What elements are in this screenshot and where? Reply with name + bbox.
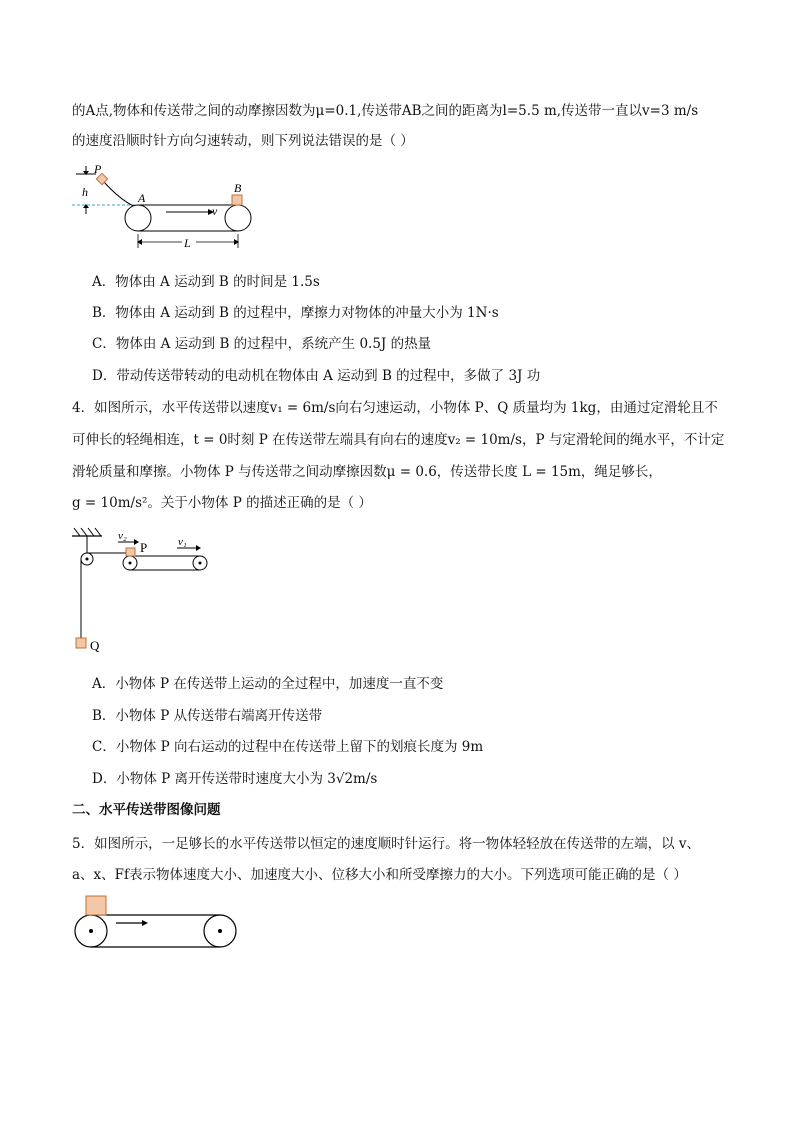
q3-label-l: L xyxy=(184,236,191,250)
section-2-title: 二、水平传送带图像问题 xyxy=(72,802,221,818)
q4-label-p: P xyxy=(140,540,148,555)
q4-option-d: D．小物体 P 离开传送带时速度大小为 3√2m/s xyxy=(92,771,378,787)
q5-right-axle xyxy=(218,929,222,933)
q5-left-axle xyxy=(89,929,93,933)
q4-line1: 4．如图所示，水平传送带以速度v₁ = 6m/s向右匀速运动，小物体 P、Q 质量均为 1kg，由通过定滑轮且不 xyxy=(72,400,718,416)
q4-option-b: B．小物体 P 从传送带右端离开传送带 xyxy=(92,708,323,724)
q3-label-v: v xyxy=(212,204,218,218)
q3-option-b: B．物体由 A 运动到 B 的过程中，摩擦力对物体的冲量大小为 1N·s xyxy=(92,305,499,321)
q3-label-p: P xyxy=(94,162,102,176)
q4-hatch-3 xyxy=(88,528,94,536)
q3-label-h: h xyxy=(82,185,88,199)
q4-line2: 可伸长的轻绳相连，t = 0时刻 P 在传送带左端具有向右的速度v₂ = 10m/s，P 与定滑轮间的绳水平，不计定 xyxy=(72,432,725,448)
q3-intro-line1: 的A点,物体和传送带之间的动摩擦因数为μ=0.1,传送带AB之间的距离为l=5.5 m,传送带一直以v=3 m/s xyxy=(72,103,699,119)
q3-block-b xyxy=(232,195,242,205)
q4-pulley-axle xyxy=(86,558,89,561)
q4-option-c: C．小物体 P 向右运动的过程中在传送带上留下的划痕长度为 9m xyxy=(92,739,484,755)
q4-pulley-figure xyxy=(72,526,222,658)
q4-line4: g = 10m/s²。关于小物体 P 的描述正确的是（ ） xyxy=(72,495,372,511)
q4-belt-left-axle xyxy=(129,562,132,565)
q4-label-v1: v₁ xyxy=(178,536,187,548)
q5-conveyor-figure xyxy=(72,894,242,950)
q4-hatch-1 xyxy=(74,528,80,536)
q3-option-c: C．物体由 A 运动到 B 的过程中，系统产生 0.5J 的热量 xyxy=(92,336,432,352)
q3-right-pulley xyxy=(225,205,251,231)
q5-block xyxy=(86,896,106,915)
q3-left-pulley xyxy=(125,205,151,231)
q4-label-v2: v₂ xyxy=(118,530,127,542)
q3-label-a: A xyxy=(138,191,146,205)
q4-block-q xyxy=(76,638,86,648)
q3-conveyor-figure xyxy=(72,162,262,252)
q4-v2-arrowhead xyxy=(134,539,139,545)
q4-option-a: A．小物体 P 在传送带上运动的全过程中，加速度一直不变 xyxy=(92,676,444,692)
q4-hatch-2 xyxy=(81,528,87,536)
q4-block-p xyxy=(126,548,135,556)
q5-line1: 5．如图所示，一足够长的水平传送带以恒定的速度顺时针运行。将一物体轻轻放在传送带的左端，以 v、 xyxy=(72,836,701,852)
q5-direction-arrowhead xyxy=(142,920,148,926)
q4-belt-right-axle xyxy=(199,562,202,565)
q4-label-q: Q xyxy=(90,638,100,653)
q3-intro-line2: 的速度沿顺时针方向匀速转动，则下列说法错误的是（ ） xyxy=(72,133,414,149)
q3-option-a: A．物体由 A 运动到 B 的时间是 1.5s xyxy=(92,274,320,290)
q3-label-b: B xyxy=(234,181,242,195)
q4-hatch-4 xyxy=(95,528,101,536)
q4-v1-arrowhead xyxy=(196,545,201,551)
q3-curved-ramp xyxy=(104,182,138,208)
q5-line2: a、x、Ff表示物体速度大小、加速度大小、位移大小和所受摩擦力的大小。下列选项可能正确的是（ ） xyxy=(72,867,687,883)
q4-line3: 滑轮质量和摩擦。小物体 P 与传送带之间动摩擦因数μ = 0.6，传送带长度 L = 15m，绳足够长， xyxy=(72,464,662,480)
q3-option-d: D．带动传送带转动的电动机在物体由 A 运动到 B 的过程中，多做了 3J 功 xyxy=(92,368,541,384)
